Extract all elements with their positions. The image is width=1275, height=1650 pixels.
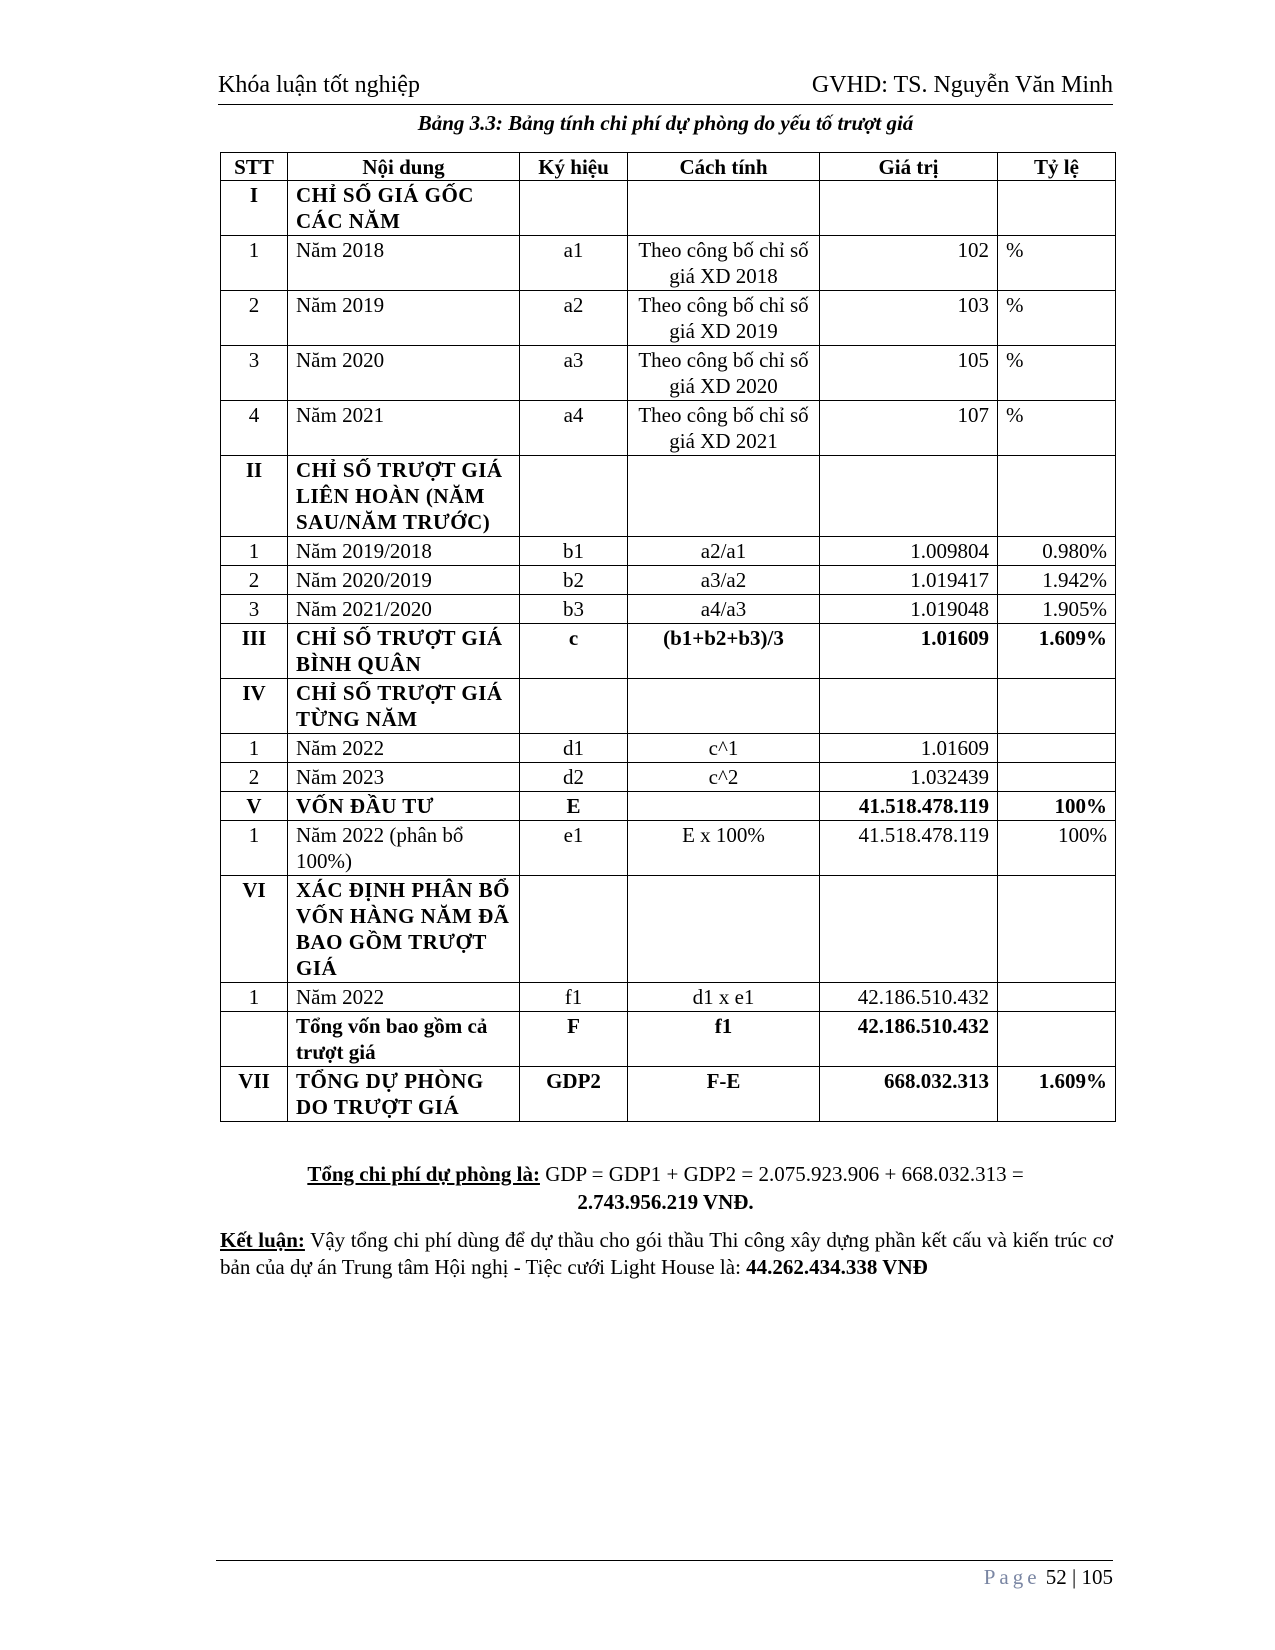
cell-giatri: 103 xyxy=(820,291,998,346)
cell-stt: 2 xyxy=(221,291,288,346)
cell-tyle: 100% xyxy=(998,792,1116,821)
cell-tyle: % xyxy=(998,401,1116,456)
table-row xyxy=(221,456,1116,537)
cell-noidung: Tổng vốn bao gồm cả trượt giá xyxy=(288,1012,520,1067)
col-header-giatri: Giá trị xyxy=(820,153,998,181)
cell-noidung: Năm 2019/2018 xyxy=(288,537,520,566)
cell-kyhieu: F xyxy=(520,1012,628,1067)
cell-noidung: XÁC ĐỊNH PHÂN BỔ VỐN HÀNG NĂM ĐÃ BAO GỒM TRƯỢT GIÁ xyxy=(288,876,520,983)
cell-stt: 1 xyxy=(221,537,288,566)
cell-tyle: 100% xyxy=(998,821,1116,876)
cell-kyhieu: a4 xyxy=(520,401,628,456)
cell-kyhieu: a2 xyxy=(520,291,628,346)
table-row xyxy=(221,291,1116,346)
col-header-cachtinh: Cách tính xyxy=(628,153,820,181)
table-row xyxy=(221,346,1116,401)
cell-cachtinh: E x 100% xyxy=(628,821,820,876)
cell-kyhieu xyxy=(520,181,628,236)
table-row xyxy=(221,181,1116,236)
col-header-tyle: Tỷ lệ xyxy=(998,153,1116,181)
cell-kyhieu: e1 xyxy=(520,821,628,876)
cell-kyhieu: E xyxy=(520,792,628,821)
cell-stt: VI xyxy=(221,876,288,983)
cell-tyle xyxy=(998,734,1116,763)
cell-stt: 1 xyxy=(221,236,288,291)
total-label: Tổng chi phí dự phòng là: xyxy=(307,1162,540,1186)
cell-giatri: 1.009804 xyxy=(820,537,998,566)
cell-giatri: 42.186.510.432 xyxy=(820,1012,998,1067)
table-row xyxy=(221,983,1116,1012)
cell-giatri: 107 xyxy=(820,401,998,456)
cell-tyle xyxy=(998,1012,1116,1067)
table-row xyxy=(221,792,1116,821)
cell-kyhieu: a1 xyxy=(520,236,628,291)
cell-giatri: 668.032.313 xyxy=(820,1067,998,1122)
cell-noidung: Năm 2021 xyxy=(288,401,520,456)
contingency-table xyxy=(220,152,1116,1122)
cell-stt: 3 xyxy=(221,346,288,401)
cell-giatri: 1.019417 xyxy=(820,566,998,595)
cell-giatri xyxy=(820,876,998,983)
cell-noidung: Năm 2020 xyxy=(288,346,520,401)
cell-giatri: 41.518.478.119 xyxy=(820,821,998,876)
header-thesis-title: Khóa luận tốt nghiệp xyxy=(218,72,420,98)
conclusion-text: Vậy tổng chi phí dùng để dự thầu cho gói thầu Thi công xây dựng phần kết cấu và kiến trúc cơ bản của dự án Trung tâm Hội nghị - Tiệc cưới Light House là: xyxy=(220,1228,1113,1279)
cell-stt: 1 xyxy=(221,821,288,876)
cell-giatri: 105 xyxy=(820,346,998,401)
cell-tyle xyxy=(998,763,1116,792)
cell-giatri: 102 xyxy=(820,236,998,291)
cell-cachtinh: F-E xyxy=(628,1067,820,1122)
cell-cachtinh xyxy=(628,876,820,983)
cell-stt: II xyxy=(221,456,288,537)
cell-giatri xyxy=(820,679,998,734)
cell-cachtinh xyxy=(628,792,820,821)
cell-cachtinh xyxy=(628,181,820,236)
cell-tyle: % xyxy=(998,346,1116,401)
table-row xyxy=(221,566,1116,595)
cell-kyhieu: d1 xyxy=(520,734,628,763)
cell-tyle xyxy=(998,679,1116,734)
cell-noidung: Năm 2022 xyxy=(288,734,520,763)
cell-cachtinh: a4/a3 xyxy=(628,595,820,624)
cell-tyle: 1.609% xyxy=(998,1067,1116,1122)
cell-tyle: 1.905% xyxy=(998,595,1116,624)
table-row xyxy=(221,734,1116,763)
cell-giatri: 1.019048 xyxy=(820,595,998,624)
cell-cachtinh xyxy=(628,456,820,537)
conclusion-paragraph xyxy=(220,1227,1113,1281)
cell-cachtinh: (b1+b2+b3)/3 xyxy=(628,624,820,679)
cell-stt: IV xyxy=(221,679,288,734)
cell-tyle: 1.942% xyxy=(998,566,1116,595)
cell-kyhieu: d2 xyxy=(520,763,628,792)
cell-noidung: CHỈ SỐ TRƯỢT GIÁ LIÊN HOÀN (NĂM SAU/NĂM TRƯỚC) xyxy=(288,456,520,537)
cell-tyle: % xyxy=(998,291,1116,346)
cell-kyhieu: GDP2 xyxy=(520,1067,628,1122)
cell-giatri: 41.518.478.119 xyxy=(820,792,998,821)
cell-kyhieu: b1 xyxy=(520,537,628,566)
cell-stt: 1 xyxy=(221,983,288,1012)
cell-stt: 4 xyxy=(221,401,288,456)
cell-cachtinh: c^2 xyxy=(628,763,820,792)
cell-noidung: Năm 2018 xyxy=(288,236,520,291)
cell-tyle: % xyxy=(998,236,1116,291)
cell-noidung: Năm 2022 (phân bổ 100%) xyxy=(288,821,520,876)
cell-kyhieu: b3 xyxy=(520,595,628,624)
table-caption: Bảng 3.3: Bảng tính chi phí dự phòng do yếu tố trượt giá xyxy=(417,111,914,135)
table-row xyxy=(221,401,1116,456)
cell-tyle: 1.609% xyxy=(998,624,1116,679)
cell-stt: 2 xyxy=(221,763,288,792)
cell-kyhieu xyxy=(520,876,628,983)
table-row xyxy=(221,1067,1116,1122)
conclusion-label: Kết luận: xyxy=(220,1228,305,1252)
cell-cachtinh: d1 x e1 xyxy=(628,983,820,1012)
header-supervisor: GVHD: TS. Nguyễn Văn Minh xyxy=(811,72,1113,98)
table-row xyxy=(221,679,1116,734)
table-row xyxy=(221,763,1116,792)
table-row xyxy=(221,537,1116,566)
cell-noidung: TỔNG DỰ PHÒNG DO TRƯỢT GIÁ xyxy=(288,1067,520,1122)
cell-kyhieu: f1 xyxy=(520,983,628,1012)
cell-kyhieu: a3 xyxy=(520,346,628,401)
cell-cachtinh: c^1 xyxy=(628,734,820,763)
cell-cachtinh: Theo công bố chỉ số giá XD 2020 xyxy=(628,346,820,401)
cell-noidung: CHỈ SỐ GIÁ GỐC CÁC NĂM xyxy=(288,181,520,236)
table-row xyxy=(221,595,1116,624)
total-amount: 2.743.956.219 VNĐ. xyxy=(577,1190,754,1214)
cell-stt: V xyxy=(221,792,288,821)
col-header-stt: STT xyxy=(221,153,288,181)
cell-giatri: 1.01609 xyxy=(820,624,998,679)
total-formula: GDP = GDP1 + GDP2 = 2.075.923.906 + 668.032.313 = xyxy=(539,1162,1024,1186)
cell-noidung: Năm 2023 xyxy=(288,763,520,792)
page-number: 52 | 105 xyxy=(1045,1565,1113,1589)
table-row xyxy=(221,821,1116,876)
cell-noidung: Năm 2020/2019 xyxy=(288,566,520,595)
cell-giatri xyxy=(820,181,998,236)
cell-noidung: CHỈ SỐ TRƯỢT GIÁ TỪNG NĂM xyxy=(288,679,520,734)
total-contingency-paragraph xyxy=(218,1160,1113,1216)
page-footer xyxy=(984,1565,1113,1590)
cell-tyle: 0.980% xyxy=(998,537,1116,566)
cell-cachtinh: Theo công bố chỉ số giá XD 2019 xyxy=(628,291,820,346)
cell-noidung: Năm 2021/2020 xyxy=(288,595,520,624)
cell-noidung: Năm 2019 xyxy=(288,291,520,346)
cell-kyhieu xyxy=(520,456,628,537)
cell-tyle xyxy=(998,456,1116,537)
footer-divider xyxy=(216,1560,1113,1561)
cell-cachtinh: Theo công bố chỉ số giá XD 2018 xyxy=(628,236,820,291)
cell-cachtinh: Theo công bố chỉ số giá XD 2021 xyxy=(628,401,820,456)
cell-kyhieu: c xyxy=(520,624,628,679)
cell-noidung: CHỈ SỐ TRƯỢT GIÁ BÌNH QUÂN xyxy=(288,624,520,679)
page-header xyxy=(218,70,1113,105)
cell-cachtinh: f1 xyxy=(628,1012,820,1067)
cell-stt: III xyxy=(221,624,288,679)
cell-cachtinh: a2/a1 xyxy=(628,537,820,566)
cell-cachtinh: a3/a2 xyxy=(628,566,820,595)
cell-stt: 3 xyxy=(221,595,288,624)
cell-tyle xyxy=(998,181,1116,236)
cell-noidung: Năm 2022 xyxy=(288,983,520,1012)
cell-giatri xyxy=(820,456,998,537)
cell-tyle xyxy=(998,983,1116,1012)
conclusion-amount: 44.262.434.338 VNĐ xyxy=(746,1255,928,1279)
table-row xyxy=(221,236,1116,291)
table-row xyxy=(221,624,1116,679)
cell-kyhieu xyxy=(520,679,628,734)
table-row xyxy=(221,1012,1116,1067)
cell-giatri: 1.032439 xyxy=(820,763,998,792)
page-word: Page xyxy=(983,1565,1041,1589)
cell-tyle xyxy=(998,876,1116,983)
col-header-noidung: Nội dung xyxy=(288,153,520,181)
cell-noidung: VỐN ĐẦU TƯ xyxy=(288,792,520,821)
cell-stt xyxy=(221,1012,288,1067)
cell-stt: I xyxy=(221,181,288,236)
table-header-row xyxy=(221,153,1116,181)
cell-cachtinh xyxy=(628,679,820,734)
cell-stt: 1 xyxy=(221,734,288,763)
cell-giatri: 42.186.510.432 xyxy=(820,983,998,1012)
cell-kyhieu: b2 xyxy=(520,566,628,595)
col-header-kyhieu: Ký hiệu xyxy=(520,153,628,181)
cell-stt: 2 xyxy=(221,566,288,595)
cell-stt: VII xyxy=(221,1067,288,1122)
cell-giatri: 1.01609 xyxy=(820,734,998,763)
table-row xyxy=(221,876,1116,983)
